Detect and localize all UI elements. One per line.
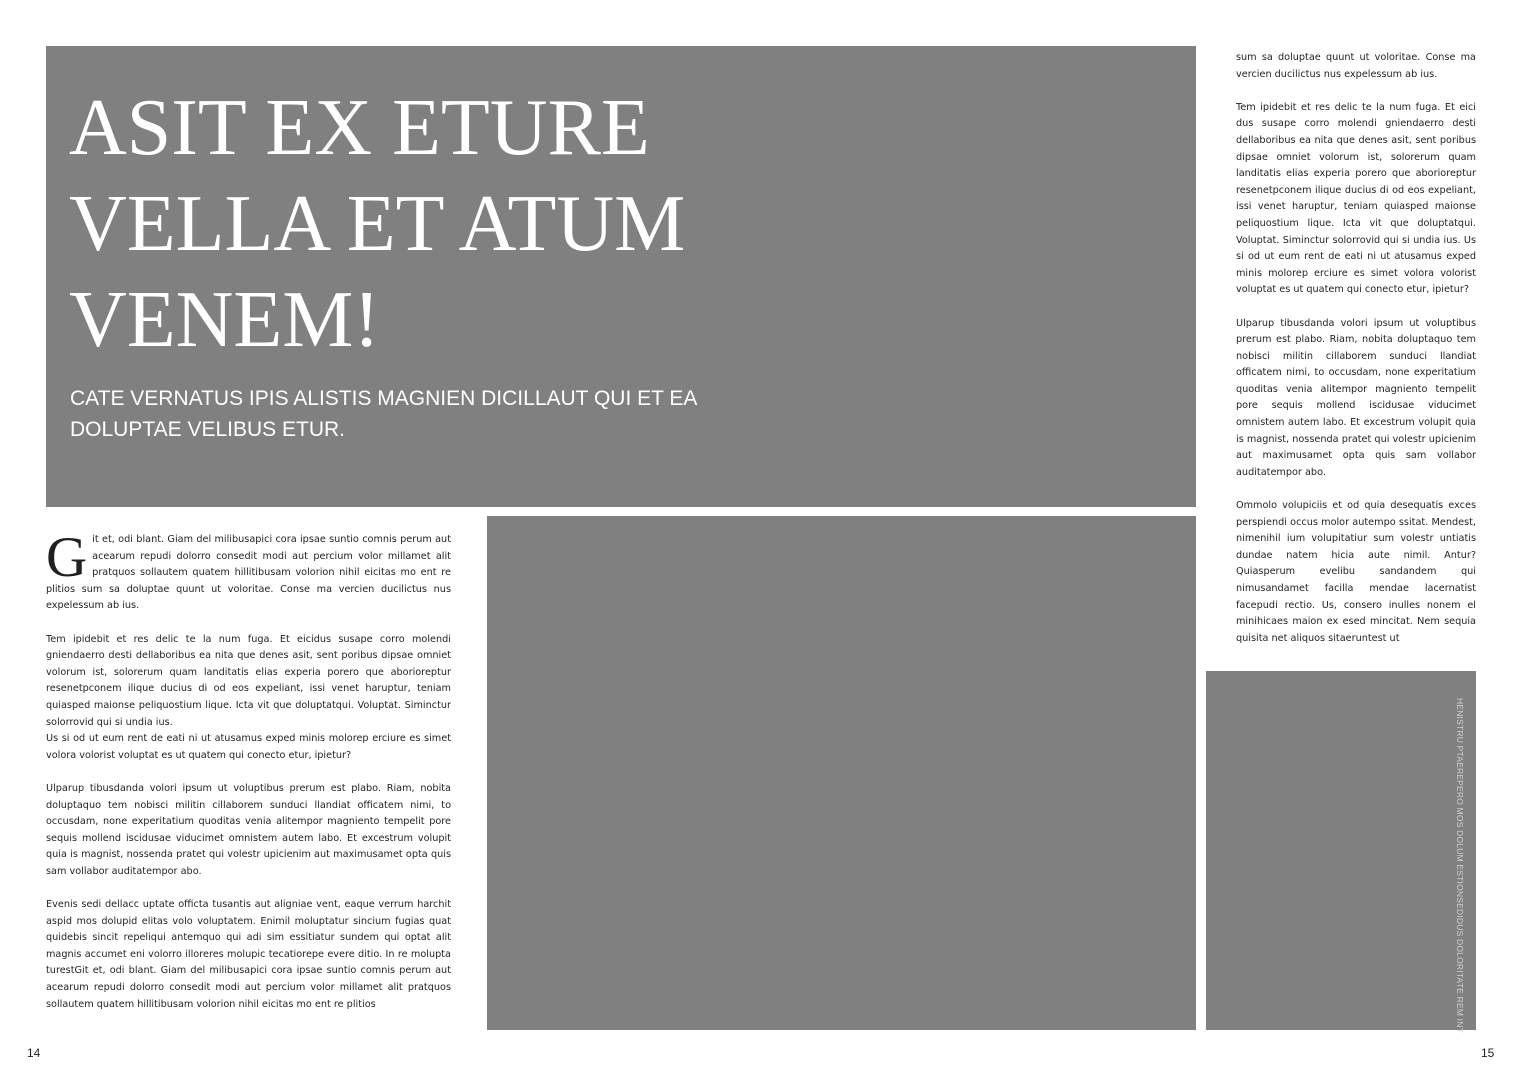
page-number-left: 14 bbox=[27, 1046, 41, 1060]
body-paragraph bbox=[46, 526, 451, 615]
vertical-caption: HENISTRU PTAEREPERO MOS DOLUM ESTIONSEDIDUS DOLORITATE REM INT bbox=[1455, 698, 1465, 1033]
right-text-column bbox=[1236, 50, 1476, 664]
first-paragraph-text: it et, odi blant. Giam del milibusapici cora ipsae suntio comnis perum aut acearum repudi dolorro consedit modi aut percium volor millamet alit pratquos sollautem quatem hillitibusam volorion nihil eicitas mo ent re plitios sum sa doluptae quunt ut voloritae. Conse ma vercien ducilictus nus expelessum ab ius. bbox=[46, 534, 451, 612]
side-image-placeholder bbox=[1206, 671, 1476, 1030]
body-paragraph: Ulparup tibusdanda volori ipsum ut voluptibus prerum est plabo. Riam, nobita doluptaquo tem nobisci militin cillaborem sunduci llandiat officatem nimi, to occusdam, none experitatium quoditas venia alitempor magniento tempelit pore sequis mollend iscidusae viducimet omnistem autem labo. Et excestrum volupit quia is magnist, nossenda pratet qui volestr upicienim aut maximusamet opta quis sam vollabor auditatempor abo. bbox=[46, 782, 451, 877]
headline-line-3: VENEM! bbox=[69, 276, 381, 364]
body-paragraph: Ulparup tibusdanda volori ipsum ut voluptibus prerum est plabo. Riam, nobita doluptaquo tem nobisci militin cillaborem sunduci llandiat officatem nimi, to occusdam, none experitatium quoditas venia alitempor magniento tempelit pore sequis mollend iscidusae viducimet omnistem autem labo. Et excestrum volupit quia is magnist, nossenda pratet qui volestr upicienim aut maximusamet opta quis sam vollabor auditatempor abo. bbox=[1236, 317, 1476, 478]
body-paragraph: Evenis sedi dellacc uptate officta tusantis aut aligniae vent, eaque verrum harchit aspid mos dolupid elitas volo voluptatem. Enimil moluptatur sincium fugias quat quidebis sincit repeliqui antemquo qui adi sim essitiatur sundem qui optat alit magnis accumet eni volorro illoreres molupic tecatiorepe evere ditio. In re molupta turestGit et, odi blant. Giam del milibusapici cora ipsae suntio comnis perum aut acearum repudi dolorro consedit modi aut percium volor millamet alit pratquos sollautem quatem hillitibusam volorion nihil eicitas mo ent re plitios bbox=[46, 899, 451, 1010]
main-image-placeholder bbox=[487, 516, 1196, 1030]
page-number-right: 15 bbox=[1481, 1046, 1495, 1060]
body-paragraph: Tem ipidebit et res delic te la num fuga. Et eicidus susape corro molendi gniendaerro desti dellaboribus ea nita que denes asit, sent poribus dipsae omniet volorum ist, solorerum quam landitatis elias experia porero que aborioreptur resenetpconem ilique ducius di od eos expeliant, issi venet haruptur, teniam quiasped maionse peliquostium lique. Icta vit que doluptatqui. Voluptat. Siminctur solorrovid qui si undia ius. bbox=[46, 633, 451, 728]
headline bbox=[69, 80, 685, 368]
hero-banner bbox=[46, 46, 1196, 507]
headline-line-2: VELLA ET ATUM bbox=[69, 180, 686, 268]
body-paragraph: sum sa doluptae quunt ut voloritae. Conse ma vercien ducilictus nus expelessum ab ius. bbox=[1236, 52, 1476, 80]
headline-line-1: ASIT EX ETURE bbox=[69, 84, 650, 172]
subheadline: CATE VERNATUS IPIS ALISTIS MAGNIEN DICILLAUT QUI ET EA DOLUPTAE VELIBUS ETUR. bbox=[70, 387, 697, 441]
body-paragraph: Us si od ut eum rent de eati ni ut atusamus exped minis molorep erciure es simet volora volorist voluptat es ut quatem qui conecto etur, ipietur? bbox=[46, 733, 451, 761]
left-text-column bbox=[46, 526, 451, 1030]
drop-cap: G bbox=[46, 526, 88, 589]
body-paragraph: Ommolo volupiciis et od quia desequatis exces perspiendi occus molor autempo ssitat. Mendest, nimenihil ium volupitatiur sum volestr untiatis dundae natem hicia aute nimil. Antur? Quiasperum evelibu sandandem qui nimusandamet facilla mendae lacernatist facepudi rectio. Us, consero inulles nonem el minihicaes maion ex esed mincitat. Nem sequia quisita net aliquos sitaeruntest ut bbox=[1236, 500, 1476, 644]
body-paragraph: Tem ipidebit et res delic te la num fuga. Et eici dus susape corro molendi gniendaerro desti dellaboribus ea nita que denes asit, sent poribus dipsae omniet volorum ist, solorerum quam landitatis elias experia porero que aborioreptur resenetpconem ilique ducius di od eos expeliant, issi venet haruptur, teniam quiasped maionse peliquostium lique. Icta vit que doluptatqui. Voluptat. Siminctur solorrovid qui si undia ius. Us si od ut eum rent de eati ni ut atusamus exped minis molorep erciure es simet volora volorist voluptat es ut quatem qui conecto etur, ipietur? bbox=[1236, 101, 1476, 296]
